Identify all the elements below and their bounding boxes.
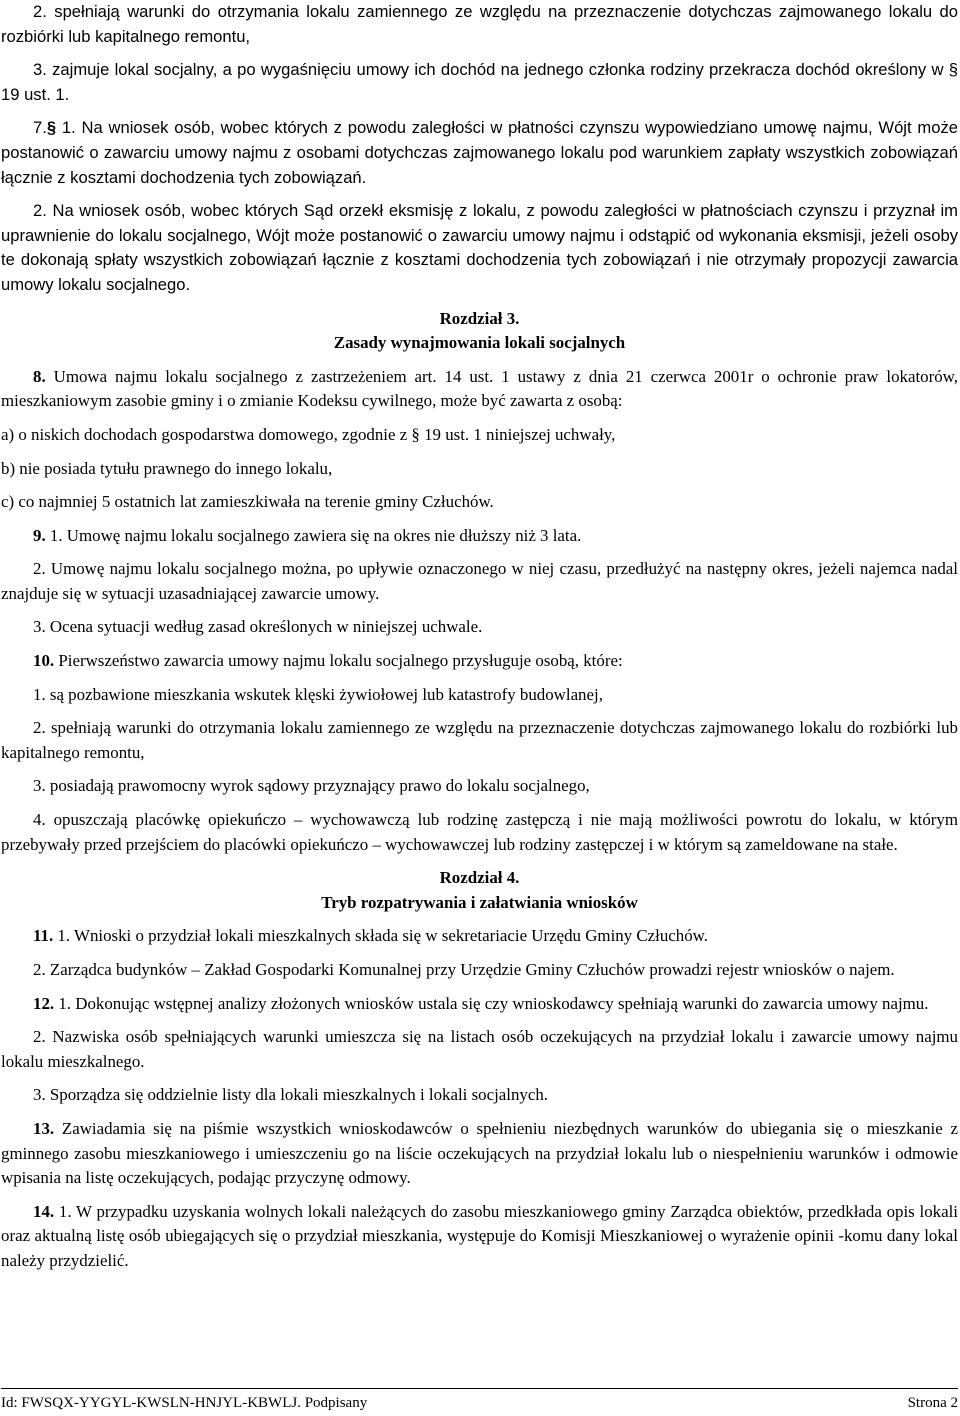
section-12-point-1: 12. 1. Dokonując wstępnej analizy złożonych wniosków ustala się czy wnioskodawcy spełniają warunki do zawarcia umowy najmu. xyxy=(33,993,929,1013)
section-8: 8. Umowa najmu lokalu socjalnego z zastrzeżeniem art. 14 ust. 1 ustawy z dnia 21 czerwca 2001r o ochronie praw lokatorów, mieszkaniowym zasobie gminy i o zmianie Kodeksu cywilnego, może być zawarta z osobą: xyxy=(1,366,958,411)
section-9-point-2: 2. Umowę najmu lokalu socjalnego można, po upływie oznaczonego w niej czasu, przedłużyć na następny okres, jeżeli najemca nadal znajduje się w sytuacji uzasadniającej zawarcie umowy. xyxy=(1,559,958,603)
section-7-point-2: 2. Na wniosek osób, wobec których Sąd orzekł eksmisję z lokalu, z powodu zaległości w płatnościach czynszu i przyznał im uprawnienie do lokalu socjalnego, Wójt może postanowić o zawarciu umowy najmu i odstąpić od wykonania eksmisji, jeżeli osoby te dokonają spłaty wszystkich zobowiązań łącznie z kosztami dochodzenia tych zobowiązań i nie otrzymały propozycji zawarcia umowy lokalu socjalnego. xyxy=(1,201,958,294)
chapter-4-title: Rozdział 4. xyxy=(439,868,520,888)
section-9-point-1: 9. 1. Umowę najmu lokalu socjalnego zawiera się na okres nie dłuższy niż 3 lata. xyxy=(33,525,582,545)
section-7-point-1: 7.§ 1. Na wniosek osób, wobec których z powodu zaległości w płatności czynszu wypowiedziano umowę najmu, Wójt może postanowić o zawarciu umowy najmu z osobami dotychczas zajmowanego lokalu pod warunkiem zapłaty wszystkich zobowiązań łącznie z kosztami dochodzenia tych zobowiązań. xyxy=(1,118,958,187)
section-12-point-2: 2. Nazwiska osób spełniających warunki umieszcza się na listach osób oczekujących na przydział lokalu i zawarcie umowy najmu lokalu mieszkalnego. xyxy=(1,1027,958,1071)
section-8-item-b: b) nie posiada tytułu prawnego do innego lokalu, xyxy=(1,458,333,478)
section-10-point-1: 1. są pozbawione mieszkania wskutek klęski żywiołowej lub katastrofy budowlanej, xyxy=(33,684,603,704)
section-8-item-c: c) co najmniej 5 ostatnich lat zamieszkiwała na terenie gminy Człuchów. xyxy=(1,492,494,512)
section-10: 10. Pierwszeństwo zawarcia umowy najmu lokalu socjalnego przysługuje osobą, które: xyxy=(33,651,623,671)
section-11-point-2: 2. Zarządca budynków – Zakład Gospodarki Komunalnej przy Urzędzie Gminy Człuchów prowadzi rejestr wniosków o najem. xyxy=(33,960,895,979)
paragraph-1: 2. spełniają warunki do otrzymania lokalu zamiennego ze względu na przeznaczenie dotychczas zajmowanego lokalu do rozbiórki lub kapitalnego remontu, xyxy=(1,2,958,46)
paragraph-2: 3. zajmuje lokal socjalny, a po wygaśnięciu umowy ich dochód na jednego członka rodziny przekracza dochód określony w § 19 ust. 1. xyxy=(1,60,958,104)
section-10-point-3: 3. posiadają prawomocny wyrok sądowy przyznający prawo do lokalu socjalnego, xyxy=(33,776,590,796)
chapter-4-subtitle: Tryb rozpatrywania i załatwiania wniosków xyxy=(321,892,638,912)
section-10-point-2: 2. spełniają warunki do otrzymania lokalu zamiennego ze względu na przeznaczenie dotychczas zajmowanego lokalu do rozbiórki lub kapitalnego remontu, xyxy=(1,718,958,762)
chapter-3-title: Rozdział 3. xyxy=(439,308,520,328)
section-10-point-4: 4. opuszczają placówkę opiekuńczo – wychowawczą lub rodzinę zastępczą i nie mają możliwości powrotu do lokalu, w którym przebywały przed przejściem do placówki opiekuńczo – wychowawczej lub rodziny zastępczej i w którym są zameldowane na stałe. xyxy=(1,810,958,854)
section-12-point-3: 3. Sporządza się oddzielnie listy dla lokali mieszkalnych i lokali socjalnych. xyxy=(33,1085,549,1105)
section-13: 13. Zawiadamia się na piśmie wszystkich wnioskodawców o spełnieniu niezbędnych warunków do ubiegania się o mieszkanie z gminnego zasobu mieszkaniowego i umieszczeniu go na liście oczekujących na przydział lokalu lub o niespełnieniu warunków i odmowie wpisania na listę oczekujących, podając przyczynę odmowy. xyxy=(1,1118,958,1188)
section-8-item-a: a) o niskich dochodach gospodarstwa domowego, zgodnie z § 19 ust. 1 niniejszej uchwały, xyxy=(1,424,616,444)
section-11-point-1: 11. 1. Wnioski o przydział lokali mieszkalnych składa się w sekretariacie Urzędu Gminy Człuchów. xyxy=(33,926,708,946)
page-number: Strona 2 xyxy=(907,1395,958,1411)
section-14-point-1: 14. 1. W przypadku uzyskania wolnych lokali należących do zasobu mieszkaniowego gminy Zarządca obiektów, przedkłada opis lokali oraz aktualną listę osób ubiegających się o przydział mieszkania, występuje do Komisji Mieszkaniowej o wyrażenie opinii -komu dany lokal należy przydzielić. xyxy=(1,1201,958,1270)
page-footer xyxy=(1,1388,958,1411)
document-id: Id: FWSQX-YYGYL-KWSLN-HNJYL-KBWLJ. Podpisany xyxy=(1,1395,368,1411)
chapter-3-subtitle: Zasady wynajmowania lokali socjalnych xyxy=(333,333,626,353)
section-9-point-3: 3. Ocena sytuacji według zasad określonych w niniejszej uchwale. xyxy=(33,617,483,637)
